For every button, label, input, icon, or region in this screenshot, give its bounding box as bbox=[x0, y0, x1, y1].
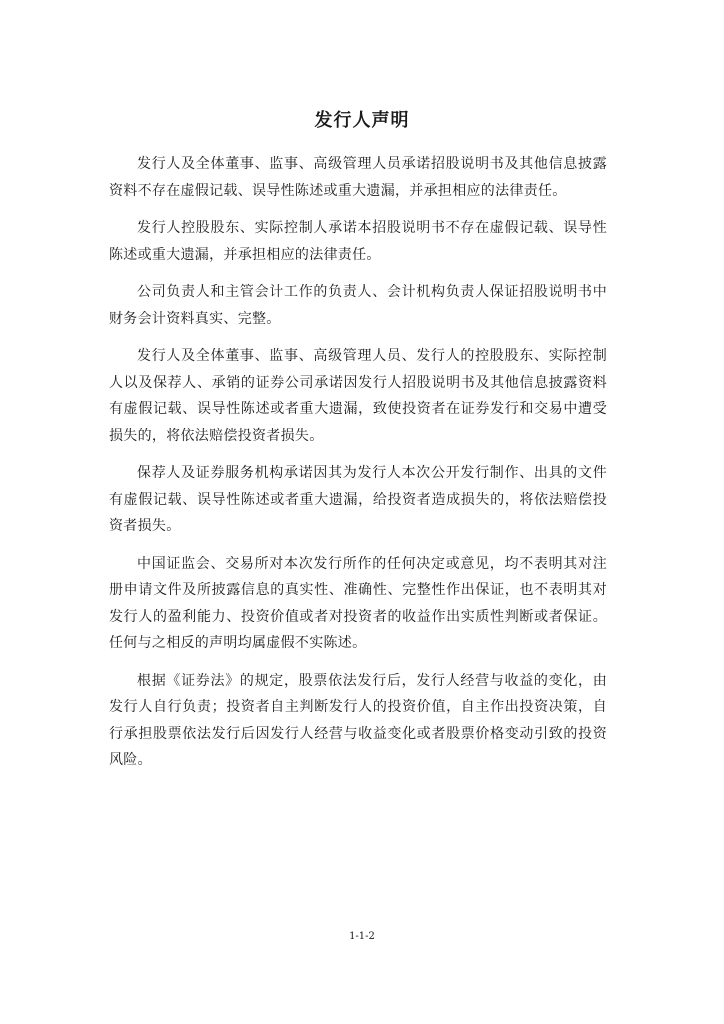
paragraph-1: 发行人及全体董事、监事、高级管理人员承诺招股说明书及其他信息披露资料不存在虚假记载、误导性陈述或重大遗漏，并承担相应的法律责任。 bbox=[109, 156, 607, 199]
paragraph-6: 中国证监会、交易所对本次发行所作的任何决定或意见，均不表明其对注册申请文件及所披露信息的真实性、准确性、完整性作出保证，也不表明其对发行人的盈利能力、投资价值或者对投资者的收益作出实质性判断或者保证。任何与之相反的声明均属虚假不实陈述。 bbox=[109, 555, 607, 651]
declaration-body bbox=[109, 151, 607, 785]
paragraph-4: 发行人及全体董事、监事、高级管理人员、发行人的控股股东、实际控制人以及保荐人、承销的证券公司承诺因发行人招股说明书及其他信息披露资料有虚假记载、误导性陈述或者重大遗漏，致使投资者在证券发行和交易中遭受损失的，将依法赔偿投资者损失。 bbox=[109, 348, 607, 444]
paragraph-2: 发行人控股股东、实际控制人承诺本招股说明书不存在虚假记载、误导性陈述或重大遗漏，并承担相应的法律责任。 bbox=[109, 220, 607, 263]
paragraph-3: 公司负责人和主管会计工作的负责人、会计机构负责人保证招股说明书中财务会计资料真实、完整。 bbox=[109, 284, 607, 327]
paragraph-5: 保荐人及证券服务机构承诺因其为发行人本次公开发行制作、出具的文件有虚假记载、误导性陈述或者重大遗漏，给投资者造成损失的，将依法赔偿投资者损失。 bbox=[109, 465, 607, 534]
paragraph-7: 根据《证券法》的规定，股票依法发行后，发行人经营与收益的变化，由发行人自行负责；投资者自主判断发行人的投资价值，自主作出投资决策，自行承担股票依法发行后因发行人经营与收益变化或者股票价格变动引致的投资风险。 bbox=[109, 672, 607, 768]
page-number: 1-1-2 bbox=[349, 931, 375, 942]
page-title: 发行人声明 bbox=[314, 110, 410, 131]
